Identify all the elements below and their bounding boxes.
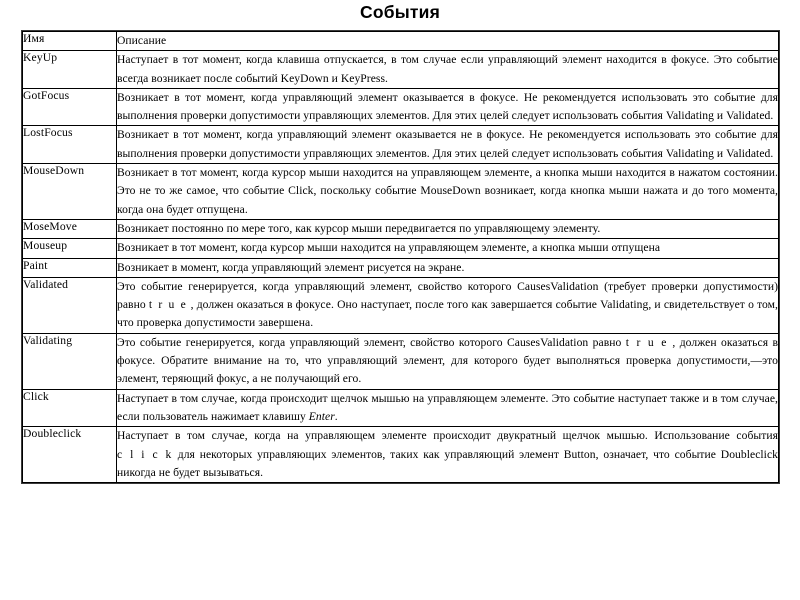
table-row (23, 333, 779, 389)
event-name-click: Click (23, 389, 117, 427)
event-name-validated: Validated (23, 277, 117, 333)
event-description-validating: Это событие генерируется, когда управляющий элемент, свойство которого CausesValidation равно t r u e , должен оказаться в фокусе. Обратите внимание на то, что управляющий элемент, для которого будет выполняться проверка допустимости,—это элемент, теряющий фокус, а не получающий его. (117, 333, 779, 389)
event-name-keyup: KeyUp (23, 51, 117, 89)
event-description-lostfocus: Возникает в тот момент, когда управляющий элемент оказывается не в фокусе. Не рекомендуется использовать это событие для выполнения проверки допустимости управляющих элементов. Для этих целей следует использовать события Validating и Validated. (117, 126, 779, 164)
event-name-mosemove: MoseMove (23, 219, 117, 238)
table-header-row (23, 32, 779, 51)
event-name-mousedown: MouseDown (23, 164, 117, 220)
event-description-click: Наступает в том случае, когда происходит щелчок мышью на управляющем элементе. Это событие наступает также и в том случае, если пользователь нажимает клавишу Enter. (117, 389, 779, 427)
event-name-paint: Paint (23, 258, 117, 277)
event-name-validating: Validating (23, 333, 117, 389)
event-name-doubleclick: Doubleclick (23, 427, 117, 483)
page-title: События (359, 2, 441, 22)
event-description-doubleclick: Наступает в том случае, когда на управляющем элементе происходит двукратный щелчок мышью. Использование события c l i c k для некоторых управляющих элементов, таких как управляющий элемент Button, означает, что событие Doubleclick никогда не будет вызываться. (117, 427, 779, 483)
event-description-mouseup: Возникает в тот момент, когда курсор мыши находится на управляющем элементе, а кнопка мыши отпущена (117, 239, 779, 258)
table-row (23, 88, 779, 126)
table-row (23, 51, 779, 89)
event-description-keyup: Наступает в тот момент, когда клавиша отпускается, в том случае если управляющий элемент находится в фокусе. Это событие всегда возникает после событий KeyDown и KeyPress. (117, 51, 779, 89)
column-header-description: Описание (117, 32, 779, 51)
event-name-gotfocus: GotFocus (23, 88, 117, 126)
table-row (23, 258, 779, 277)
event-description-mosemove: Возникает постоянно по мере того, как курсор мыши передвигается по управляющему элементу. (117, 219, 779, 238)
event-description-validated: Это событие генерируется, когда управляющий элемент, свойство которого CausesValidation (требует проверки допустимости) равно t r u e , должен оказаться в фокусе. Оно наступает, после того как завершается событие Validating, и свидетельствует о том, что проверка допустимости завершена. (117, 277, 779, 333)
table-row (23, 277, 779, 333)
table-row (23, 219, 779, 238)
events-table (22, 31, 779, 483)
events-table-container (22, 31, 778, 483)
table-row (23, 164, 779, 220)
column-header-name: Имя (23, 32, 117, 51)
event-description-mousedown: Возникает в тот момент, когда курсор мыши находится на управляющем элементе, а кнопка мыши находится в нажатом состоянии. Это не то же самое, что событие Click, поскольку событие MouseDown возникает, когда кнопка мыши нажата и до того момента, когда она будет отпущена. (117, 164, 779, 220)
table-row (23, 239, 779, 258)
event-name-lostfocus: LostFocus (23, 126, 117, 164)
event-description-gotfocus: Возникает в тот момент, когда управляющий элемент оказывается в фокусе. Не рекомендуется использовать это событие для выполнения проверки допустимости управляющих элементов. Для этих целей следует использовать события Validating и Validated. (117, 88, 779, 126)
table-row (23, 389, 779, 427)
table-row (23, 126, 779, 164)
events-table-body (23, 32, 779, 483)
event-name-mouseup: Mouseup (23, 239, 117, 258)
table-row (23, 427, 779, 483)
event-description-paint: Возникает в момент, когда управляющий элемент рисуется на экране. (117, 258, 779, 277)
